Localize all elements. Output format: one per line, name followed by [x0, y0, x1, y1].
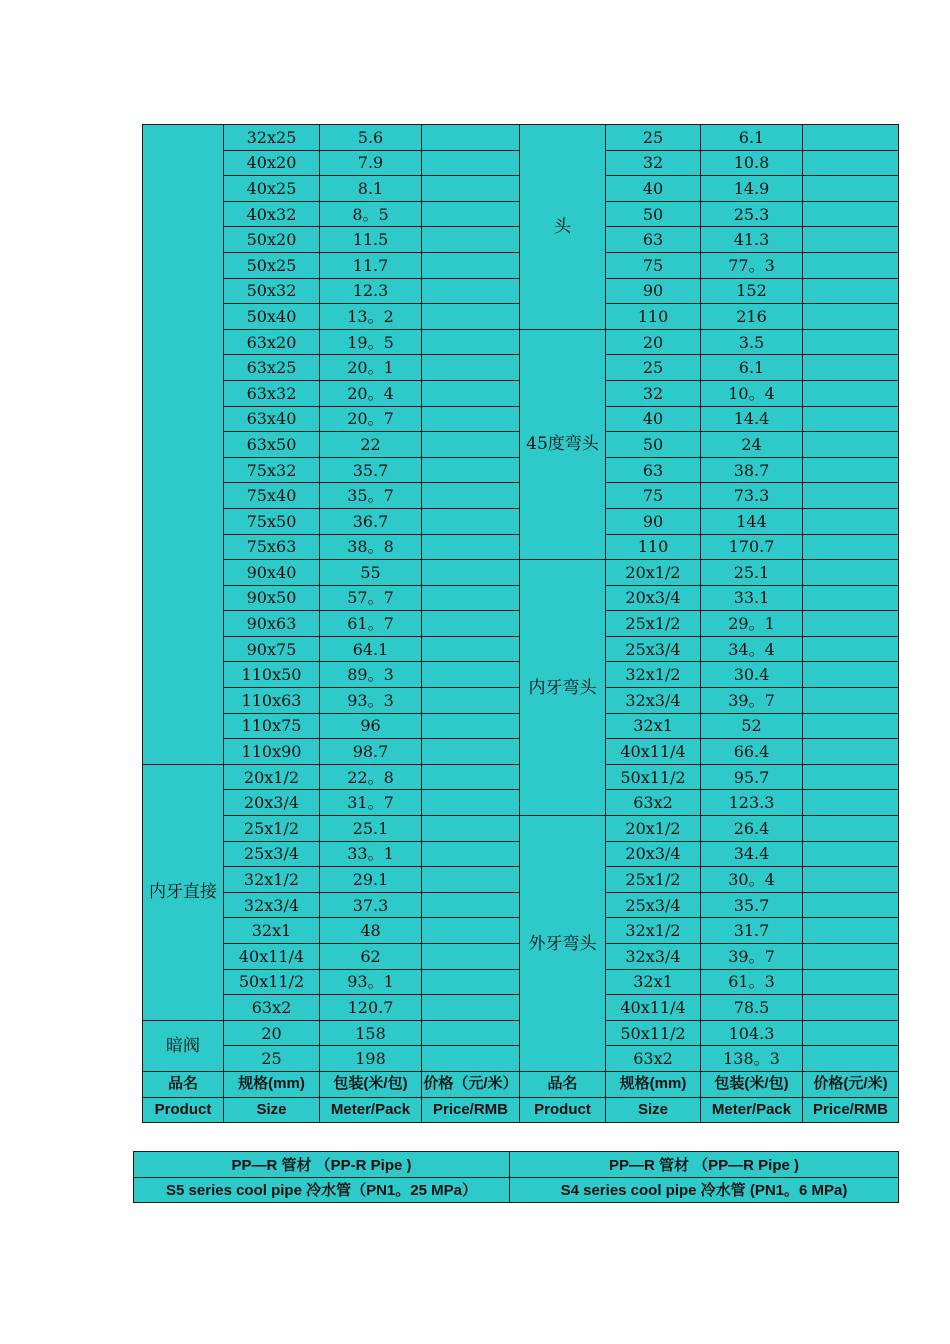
left-price-cell [422, 867, 520, 893]
left-size-cell: 50x20 [224, 227, 320, 253]
header-price-en-right: Price/RMB [803, 1097, 899, 1123]
left-price-cell [422, 841, 520, 867]
right-pack-cell: 3.5 [701, 329, 803, 355]
right-size-cell: 110 [606, 304, 701, 330]
right-pack-cell: 39。7 [701, 688, 803, 714]
right-price-cell [803, 662, 899, 688]
right-size-cell: 25x3/4 [606, 636, 701, 662]
left-price-cell [422, 969, 520, 995]
left-pack-cell: 31。7 [320, 790, 422, 816]
left-pack-cell: 12.3 [320, 278, 422, 304]
left-size-cell: 40x20 [224, 150, 320, 176]
left-price-cell [422, 150, 520, 176]
right-product-cell: 内牙弯头 [520, 560, 606, 816]
right-pack-cell: 29。1 [701, 611, 803, 637]
table-row [143, 560, 899, 586]
left-pack-cell: 61。7 [320, 611, 422, 637]
right-size-cell: 32 [606, 150, 701, 176]
left-size-cell: 75x32 [224, 457, 320, 483]
right-size-cell: 32x1 [606, 713, 701, 739]
footer-title-row [134, 1152, 899, 1178]
left-pack-cell: 25.1 [320, 816, 422, 842]
right-price-cell [803, 457, 899, 483]
right-price-cell [803, 790, 899, 816]
left-pack-cell: 22。8 [320, 764, 422, 790]
left-pack-cell: 98.7 [320, 739, 422, 765]
right-pack-cell: 138。3 [701, 1046, 803, 1072]
left-size-cell: 25x1/2 [224, 816, 320, 842]
right-size-cell: 25x1/2 [606, 611, 701, 637]
left-product-cell [143, 125, 224, 765]
price-table [142, 124, 899, 1123]
right-size-cell: 20x3/4 [606, 585, 701, 611]
right-pack-cell: 33.1 [701, 585, 803, 611]
left-price-cell [422, 457, 520, 483]
pipe-footer-table [133, 1151, 899, 1203]
right-size-cell: 32x1 [606, 969, 701, 995]
left-price-cell [422, 713, 520, 739]
right-pack-cell: 170.7 [701, 534, 803, 560]
left-price-cell [422, 176, 520, 202]
right-size-cell: 63 [606, 457, 701, 483]
left-price-cell [422, 816, 520, 842]
header-product-cn-right: 品名 [520, 1071, 606, 1097]
left-price-cell [422, 278, 520, 304]
right-price-cell [803, 739, 899, 765]
left-size-cell: 63x20 [224, 329, 320, 355]
left-size-cell: 63x2 [224, 995, 320, 1021]
left-pack-cell: 20。4 [320, 380, 422, 406]
left-pack-cell: 5.6 [320, 125, 422, 151]
left-price-cell [422, 227, 520, 253]
right-pack-cell: 73.3 [701, 483, 803, 509]
left-size-cell: 63x25 [224, 355, 320, 381]
right-price-cell [803, 918, 899, 944]
left-price-cell [422, 355, 520, 381]
left-size-cell: 110x50 [224, 662, 320, 688]
right-pack-cell: 31.7 [701, 918, 803, 944]
left-pack-cell: 33。1 [320, 841, 422, 867]
right-size-cell: 50 [606, 432, 701, 458]
footer-left-series: S5 series cool pipe 冷水管（PN1。25 MPa） [134, 1177, 510, 1203]
left-size-cell: 25 [224, 1046, 320, 1072]
right-price-cell [803, 969, 899, 995]
left-pack-cell: 13。2 [320, 304, 422, 330]
left-product-cell: 内牙直接 [143, 764, 224, 1020]
left-price-cell [422, 662, 520, 688]
right-pack-cell: 34.4 [701, 841, 803, 867]
left-price-cell [422, 944, 520, 970]
left-size-cell: 20x1/2 [224, 764, 320, 790]
left-price-cell [422, 739, 520, 765]
left-price-cell [422, 688, 520, 714]
left-size-cell: 110x90 [224, 739, 320, 765]
right-price-cell [803, 995, 899, 1021]
left-price-cell [422, 636, 520, 662]
right-price-cell [803, 406, 899, 432]
left-price-cell [422, 508, 520, 534]
table-row [143, 329, 899, 355]
left-size-cell: 75x50 [224, 508, 320, 534]
header-pack-en-right: Meter/Pack [701, 1097, 803, 1123]
header-product-cn: 品名 [143, 1071, 224, 1097]
left-size-cell: 32x1/2 [224, 867, 320, 893]
right-price-cell [803, 713, 899, 739]
header-size-cn-right: 规格(mm) [606, 1071, 701, 1097]
header-price-en: Price/RMB [422, 1097, 520, 1123]
left-price-cell [422, 611, 520, 637]
right-price-cell [803, 329, 899, 355]
left-pack-cell: 62 [320, 944, 422, 970]
right-size-cell: 40x11/4 [606, 739, 701, 765]
right-price-cell [803, 585, 899, 611]
right-price-cell [803, 227, 899, 253]
right-size-cell: 40 [606, 176, 701, 202]
left-product-cell: 暗阀 [143, 1020, 224, 1071]
right-price-cell [803, 611, 899, 637]
left-size-cell: 40x11/4 [224, 944, 320, 970]
right-size-cell: 40 [606, 406, 701, 432]
left-price-cell [422, 892, 520, 918]
left-size-cell: 63x40 [224, 406, 320, 432]
left-pack-cell: 20。7 [320, 406, 422, 432]
left-pack-cell: 29.1 [320, 867, 422, 893]
right-pack-cell: 14.9 [701, 176, 803, 202]
right-price-cell [803, 560, 899, 586]
left-pack-cell: 158 [320, 1020, 422, 1046]
right-pack-cell: 144 [701, 508, 803, 534]
footer-right-title: PP—R 管材 （PP—R Pipe ) [510, 1152, 899, 1178]
right-size-cell: 32x1/2 [606, 662, 701, 688]
right-size-cell: 50 [606, 201, 701, 227]
left-price-cell [422, 918, 520, 944]
right-pack-cell: 41.3 [701, 227, 803, 253]
left-price-cell [422, 764, 520, 790]
footer-left-title: PP—R 管材 （PP-R Pipe ) [134, 1152, 510, 1178]
right-pack-cell: 38.7 [701, 457, 803, 483]
left-pack-cell: 96 [320, 713, 422, 739]
left-price-cell [422, 534, 520, 560]
right-pack-cell: 66.4 [701, 739, 803, 765]
right-pack-cell: 104.3 [701, 1020, 803, 1046]
header-price-cn-right: 价格(元/米) [803, 1071, 899, 1097]
right-price-cell [803, 176, 899, 202]
left-size-cell: 50x40 [224, 304, 320, 330]
right-size-cell: 32 [606, 380, 701, 406]
left-price-cell [422, 995, 520, 1021]
right-size-cell: 20x1/2 [606, 560, 701, 586]
left-pack-cell: 22 [320, 432, 422, 458]
left-size-cell: 63x32 [224, 380, 320, 406]
right-pack-cell: 25.3 [701, 201, 803, 227]
left-pack-cell: 11.7 [320, 252, 422, 278]
table-row [143, 816, 899, 842]
left-size-cell: 90x40 [224, 560, 320, 586]
right-pack-cell: 26.4 [701, 816, 803, 842]
left-size-cell: 40x32 [224, 201, 320, 227]
right-pack-cell: 35.7 [701, 892, 803, 918]
right-pack-cell: 52 [701, 713, 803, 739]
right-pack-cell: 14.4 [701, 406, 803, 432]
right-pack-cell: 6.1 [701, 355, 803, 381]
right-price-cell [803, 150, 899, 176]
table-row [143, 125, 899, 151]
right-price-cell [803, 636, 899, 662]
right-size-cell: 63x2 [606, 1046, 701, 1072]
right-pack-cell: 152 [701, 278, 803, 304]
left-pack-cell: 48 [320, 918, 422, 944]
right-price-cell [803, 867, 899, 893]
left-price-cell [422, 560, 520, 586]
left-price-cell [422, 380, 520, 406]
left-size-cell: 90x63 [224, 611, 320, 637]
left-size-cell: 90x75 [224, 636, 320, 662]
left-pack-cell: 57。7 [320, 585, 422, 611]
right-product-cell: 外牙弯头 [520, 816, 606, 1072]
right-pack-cell: 39。7 [701, 944, 803, 970]
right-price-cell [803, 1046, 899, 1072]
right-pack-cell: 34。4 [701, 636, 803, 662]
right-size-cell: 32x3/4 [606, 688, 701, 714]
left-size-cell: 32x3/4 [224, 892, 320, 918]
left-size-cell: 50x11/2 [224, 969, 320, 995]
left-size-cell: 110x63 [224, 688, 320, 714]
right-price-cell [803, 432, 899, 458]
header-rows [143, 1071, 899, 1122]
left-pack-cell: 35.7 [320, 457, 422, 483]
right-price-cell [803, 355, 899, 381]
right-size-cell: 50x11/2 [606, 1020, 701, 1046]
right-product-cell: 头 [520, 125, 606, 330]
right-product-cell: 45度弯头 [520, 329, 606, 559]
right-price-cell [803, 201, 899, 227]
left-price-cell [422, 483, 520, 509]
right-price-cell [803, 841, 899, 867]
left-size-cell: 20 [224, 1020, 320, 1046]
left-pack-cell: 8.1 [320, 176, 422, 202]
left-size-cell: 63x50 [224, 432, 320, 458]
footer-right-series: S4 series cool pipe 冷水管 (PN1。6 MPa) [510, 1177, 899, 1203]
left-size-cell: 32x1 [224, 918, 320, 944]
right-price-cell [803, 380, 899, 406]
left-pack-cell: 8。5 [320, 201, 422, 227]
left-price-cell [422, 432, 520, 458]
right-size-cell: 50x11/2 [606, 764, 701, 790]
left-pack-cell: 120.7 [320, 995, 422, 1021]
right-price-cell [803, 688, 899, 714]
right-pack-cell: 10.8 [701, 150, 803, 176]
left-pack-cell: 11.5 [320, 227, 422, 253]
right-pack-cell: 25.1 [701, 560, 803, 586]
right-pack-cell: 6.1 [701, 125, 803, 151]
left-pack-cell: 38。8 [320, 534, 422, 560]
header-pack-cn-right: 包装(米/包) [701, 1071, 803, 1097]
header-price-cn: 价格（元/米） [422, 1071, 520, 1097]
left-price-cell [422, 790, 520, 816]
right-size-cell: 110 [606, 534, 701, 560]
right-price-cell [803, 278, 899, 304]
right-pack-cell: 30.4 [701, 662, 803, 688]
left-price-cell [422, 1046, 520, 1072]
left-pack-cell: 20。1 [320, 355, 422, 381]
header-size-en: Size [224, 1097, 320, 1123]
price-table-body [143, 125, 899, 1072]
right-size-cell: 20x3/4 [606, 841, 701, 867]
left-size-cell: 40x25 [224, 176, 320, 202]
right-size-cell: 63x2 [606, 790, 701, 816]
left-size-cell: 110x75 [224, 713, 320, 739]
left-pack-cell: 64.1 [320, 636, 422, 662]
right-size-cell: 90 [606, 278, 701, 304]
right-price-cell [803, 252, 899, 278]
right-size-cell: 32x3/4 [606, 944, 701, 970]
footer-series-row [134, 1177, 899, 1203]
right-size-cell: 25x1/2 [606, 867, 701, 893]
header-size-cn: 规格(mm) [224, 1071, 320, 1097]
header-row-cn [143, 1071, 899, 1097]
left-size-cell: 25x3/4 [224, 841, 320, 867]
left-size-cell: 90x50 [224, 585, 320, 611]
left-size-cell: 32x25 [224, 125, 320, 151]
right-size-cell: 25x3/4 [606, 892, 701, 918]
left-price-cell [422, 1020, 520, 1046]
right-size-cell: 75 [606, 252, 701, 278]
left-pack-cell: 19。5 [320, 329, 422, 355]
right-pack-cell: 123.3 [701, 790, 803, 816]
right-size-cell: 32x1/2 [606, 918, 701, 944]
right-price-cell [803, 125, 899, 151]
left-price-cell [422, 585, 520, 611]
right-price-cell [803, 534, 899, 560]
left-price-cell [422, 125, 520, 151]
right-pack-cell: 24 [701, 432, 803, 458]
right-pack-cell: 30。4 [701, 867, 803, 893]
right-size-cell: 63 [606, 227, 701, 253]
left-pack-cell: 36.7 [320, 508, 422, 534]
right-size-cell: 90 [606, 508, 701, 534]
right-price-cell [803, 892, 899, 918]
left-pack-cell: 7.9 [320, 150, 422, 176]
left-pack-cell: 198 [320, 1046, 422, 1072]
right-price-cell [803, 1020, 899, 1046]
left-pack-cell: 93。3 [320, 688, 422, 714]
right-size-cell: 25 [606, 355, 701, 381]
right-price-cell [803, 483, 899, 509]
left-pack-cell: 89。3 [320, 662, 422, 688]
left-size-cell: 50x25 [224, 252, 320, 278]
left-size-cell: 75x40 [224, 483, 320, 509]
left-pack-cell: 37.3 [320, 892, 422, 918]
left-size-cell: 75x63 [224, 534, 320, 560]
right-pack-cell: 61。3 [701, 969, 803, 995]
right-price-cell [803, 508, 899, 534]
right-price-cell [803, 816, 899, 842]
left-pack-cell: 55 [320, 560, 422, 586]
left-price-cell [422, 406, 520, 432]
left-price-cell [422, 304, 520, 330]
right-pack-cell: 78.5 [701, 995, 803, 1021]
left-price-cell [422, 252, 520, 278]
right-size-cell: 20x1/2 [606, 816, 701, 842]
right-pack-cell: 77。3 [701, 252, 803, 278]
right-pack-cell: 95.7 [701, 764, 803, 790]
right-price-cell [803, 304, 899, 330]
right-price-cell [803, 944, 899, 970]
left-size-cell: 50x32 [224, 278, 320, 304]
left-pack-cell: 35。7 [320, 483, 422, 509]
header-product-en-right: Product [520, 1097, 606, 1123]
right-size-cell: 75 [606, 483, 701, 509]
right-size-cell: 20 [606, 329, 701, 355]
right-size-cell: 40x11/4 [606, 995, 701, 1021]
right-pack-cell: 216 [701, 304, 803, 330]
header-pack-cn: 包装(米/包) [320, 1071, 422, 1097]
header-size-en-right: Size [606, 1097, 701, 1123]
header-row-en [143, 1097, 899, 1123]
right-size-cell: 25 [606, 125, 701, 151]
right-price-cell [803, 764, 899, 790]
header-pack-en: Meter/Pack [320, 1097, 422, 1123]
left-pack-cell: 93。1 [320, 969, 422, 995]
right-pack-cell: 10。4 [701, 380, 803, 406]
left-size-cell: 20x3/4 [224, 790, 320, 816]
left-price-cell [422, 329, 520, 355]
left-price-cell [422, 201, 520, 227]
header-product-en: Product [143, 1097, 224, 1123]
